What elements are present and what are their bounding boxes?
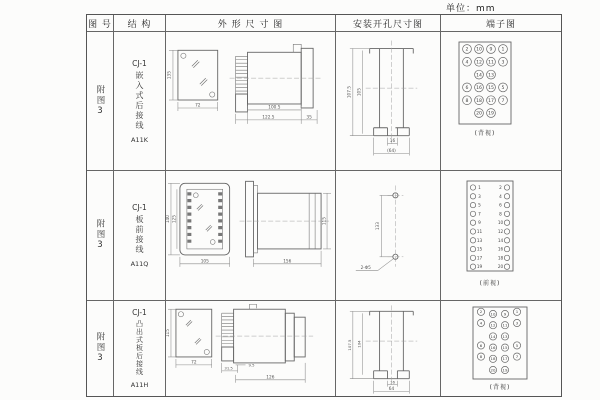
terminal-number: 9: [489, 47, 493, 53]
terminal-diagram: [441, 171, 561, 301]
mount-type-label: 嵌入式后接线: [135, 70, 144, 131]
dim-label: 115: [166, 329, 171, 338]
dim-label: 104: [356, 340, 362, 348]
terminal-number: 4: [499, 193, 502, 199]
terminal-number: 10: [497, 219, 504, 225]
outline-drawing-cell: [166, 301, 336, 396]
dim-label: 64: [388, 387, 395, 393]
terminal-drawing-cell: [441, 32, 561, 171]
terminal-number: 15: [502, 345, 508, 351]
terminal-number: 14: [497, 237, 504, 243]
dim-label: 16: [389, 379, 395, 385]
install-cutout-drawing: [336, 301, 440, 396]
terminal-number: 8: [479, 354, 483, 360]
series-label: CJ-1: [132, 308, 147, 317]
terminal-block-outline: [467, 181, 513, 271]
cutout-view: [366, 305, 418, 384]
model-label: A11K: [131, 135, 148, 144]
terminal-number: 1: [501, 47, 505, 53]
mounting-hole: [210, 239, 215, 244]
terminal-number: 14: [476, 72, 482, 78]
terminal-number: 20: [497, 263, 504, 269]
terminal-number: 3: [501, 59, 505, 65]
terminal-number: 20: [490, 367, 496, 373]
terminal-number: 6: [465, 85, 469, 91]
terminal-number: 6: [499, 202, 502, 208]
side-view: [216, 304, 313, 383]
dim-label: 2-Φ5: [360, 265, 371, 271]
terminal-number: 18: [490, 356, 496, 362]
dim-label: 72: [191, 360, 197, 366]
clamp-hook: [293, 44, 301, 52]
view-caption: (前视): [479, 279, 501, 287]
terminal-circle: [504, 255, 509, 260]
terminal-number: 11: [488, 59, 494, 65]
dim-label: 105: [200, 258, 209, 264]
mount-type-label: 板前接线: [135, 215, 144, 255]
mounting-hole: [204, 349, 209, 354]
hole-view: [356, 185, 404, 271]
dim-label: 140: [166, 214, 171, 223]
cutout-dims: [346, 48, 409, 155]
clamp-hook: [250, 304, 257, 309]
terminal-circle: [470, 264, 475, 269]
front-view: [166, 309, 212, 368]
dim-label: 115: [322, 216, 328, 225]
terminal-circle: [470, 184, 475, 189]
terminal-grid: [463, 44, 508, 117]
terminal-circle: [470, 193, 475, 198]
front-view: [166, 183, 230, 267]
install-drawing-cell: [336, 32, 441, 171]
view-caption: (背视): [474, 129, 496, 137]
dim-label: 135: [167, 70, 173, 79]
terminal-number: 2: [479, 309, 483, 315]
outline-drawing: [166, 301, 335, 396]
mounting-hole: [193, 192, 198, 197]
terminal-diagram: [441, 32, 561, 171]
terminal-circle: [504, 193, 509, 198]
terminal-number: 3: [478, 193, 481, 199]
terminal-circle: [504, 220, 509, 225]
terminal-drawing-cell: [441, 301, 561, 396]
terminal-number: 12: [497, 228, 504, 234]
cutout-view: [366, 40, 418, 143]
terminal-number: 7: [501, 98, 505, 104]
mounting-hole: [178, 312, 183, 317]
terminal-number: 17: [488, 98, 494, 104]
terminal-number: 5: [478, 202, 481, 208]
terminal-number: 20: [476, 111, 482, 117]
terminal-circle: [470, 237, 475, 242]
dim-label: 156: [283, 258, 292, 264]
dim-label: 122.5: [262, 114, 275, 120]
header-install-dims: 安装开孔尺寸图: [336, 15, 441, 32]
install-cutout-drawing: [336, 32, 440, 171]
terminal-number: 3: [515, 320, 519, 326]
terminal-number: 7: [478, 210, 481, 216]
dimension-table: [86, 14, 562, 397]
terminal-circle: [504, 202, 509, 207]
terminal-circle: [504, 246, 509, 251]
terminal-number: 17: [476, 254, 483, 260]
terminal-circle: [470, 220, 475, 225]
fig-no-label: 附图3: [95, 332, 105, 365]
terminal-number: 13: [502, 333, 508, 339]
fig-no-cell: [87, 32, 114, 171]
dim-label: 125: [172, 214, 178, 223]
dim-label: (64): [387, 148, 396, 154]
terminal-number: 11: [502, 322, 508, 328]
header-structure: 结 构: [114, 15, 166, 32]
install-hole-drawing: [336, 171, 440, 301]
terminal-number: 9: [503, 311, 507, 317]
structure-cell: [114, 32, 166, 171]
terminal-circle: [504, 237, 509, 242]
side-view: [240, 181, 331, 266]
mount-type-label: 凸出式板后接线: [135, 320, 144, 376]
outline-drawing: [166, 171, 335, 301]
terminal-number: 16: [476, 85, 482, 91]
terminal-number: 1: [515, 309, 519, 315]
series-label: CJ-1: [132, 58, 147, 68]
fig-no-cell: [87, 171, 114, 301]
terminal-number: 11: [476, 228, 483, 234]
terminal-grid: [470, 184, 509, 269]
terminal-circle: [470, 255, 475, 260]
terminal-number: 2: [499, 184, 502, 190]
terminal-number: 4: [465, 59, 469, 65]
terminal-number: 13: [488, 72, 494, 78]
dim-label: 105: [357, 87, 363, 96]
fig-no-label: 附图3: [95, 84, 105, 118]
terminal-number: 19: [488, 111, 494, 117]
terminal-number: 5: [515, 342, 519, 348]
header-terminal-diagram: 端子图: [441, 15, 561, 32]
dim-label: 72: [195, 102, 201, 108]
dim-label: 126: [266, 375, 275, 381]
terminal-number: 7: [515, 354, 519, 360]
terminal-number: 17: [502, 356, 508, 362]
terminal-number: 12: [490, 322, 496, 328]
terminal-number: 8: [499, 210, 502, 216]
cutout-dims: [347, 311, 409, 393]
outline-drawing: [166, 32, 335, 171]
terminal-number: 16: [490, 345, 496, 351]
terminal-circle: [470, 246, 475, 251]
dim-label: 16: [389, 138, 396, 144]
terminal-number: 6: [479, 342, 483, 348]
terminal-number: 13: [476, 237, 483, 243]
terminal-grid: [477, 308, 520, 373]
dim-label: 107.5: [347, 85, 353, 98]
terminal-diagram: [441, 301, 561, 396]
outline-drawing-cell: [166, 171, 336, 301]
mounting-hole: [181, 53, 186, 58]
terminal-number: 18: [497, 254, 504, 260]
outline-drawing-cell: [166, 32, 336, 171]
install-drawing-cell: [336, 171, 441, 301]
side-view: [230, 44, 321, 124]
header-outline-dims: 外 形 尺 寸 图: [166, 15, 336, 32]
fig-no-label: 附图3: [95, 219, 105, 252]
structure-cell: [114, 171, 166, 301]
terminal-circle: [470, 202, 475, 207]
terminal-circle: [504, 228, 509, 233]
terminal-number: 8: [465, 98, 469, 104]
model-label: A11Q: [130, 260, 149, 268]
unit-label: 单位：mm: [446, 4, 496, 14]
dim-label: 133: [376, 221, 382, 230]
dim-label: 35: [306, 114, 312, 120]
terminal-circle: [504, 184, 509, 189]
dim-label: 107.5: [346, 339, 352, 351]
terminal-number: 1: [478, 184, 481, 190]
terminal-number: 19: [502, 367, 508, 373]
model-label: A11H: [130, 381, 149, 389]
terminal-number: 19: [476, 263, 483, 269]
dim-label: 31.5: [224, 366, 233, 371]
terminal-number: 2: [465, 47, 469, 53]
structure-cell: [114, 301, 166, 396]
fig-no-cell: [87, 301, 114, 396]
install-drawing-cell: [336, 301, 441, 396]
terminal-fins: [222, 313, 234, 347]
dim-label: 9.5: [248, 363, 255, 368]
terminal-number: 9: [478, 219, 481, 225]
front-view: [166, 50, 217, 111]
terminal-number: 5: [501, 85, 505, 91]
series-label: CJ-1: [132, 203, 147, 212]
dim-label: 100.5: [268, 104, 281, 110]
terminal-circle: [504, 264, 509, 269]
terminal-number: 4: [479, 320, 483, 326]
terminal-fins: [236, 56, 248, 94]
terminal-number: 15: [488, 85, 494, 91]
terminal-number: 18: [476, 98, 482, 104]
terminal-number: 14: [490, 333, 496, 339]
terminal-number: 15: [476, 246, 483, 252]
terminal-number: 12: [476, 59, 482, 65]
view-caption: (背视): [489, 384, 511, 391]
terminal-circle: [470, 211, 475, 216]
terminal-number: 16: [497, 246, 504, 252]
terminal-number: 10: [476, 47, 482, 53]
mounting-hole: [210, 91, 215, 96]
terminal-drawing-cell: [441, 171, 561, 301]
terminal-circle: [504, 211, 509, 216]
header-fig-no: 图 号: [87, 15, 114, 32]
terminal-circle: [470, 228, 475, 233]
terminal-number: 10: [490, 311, 496, 317]
